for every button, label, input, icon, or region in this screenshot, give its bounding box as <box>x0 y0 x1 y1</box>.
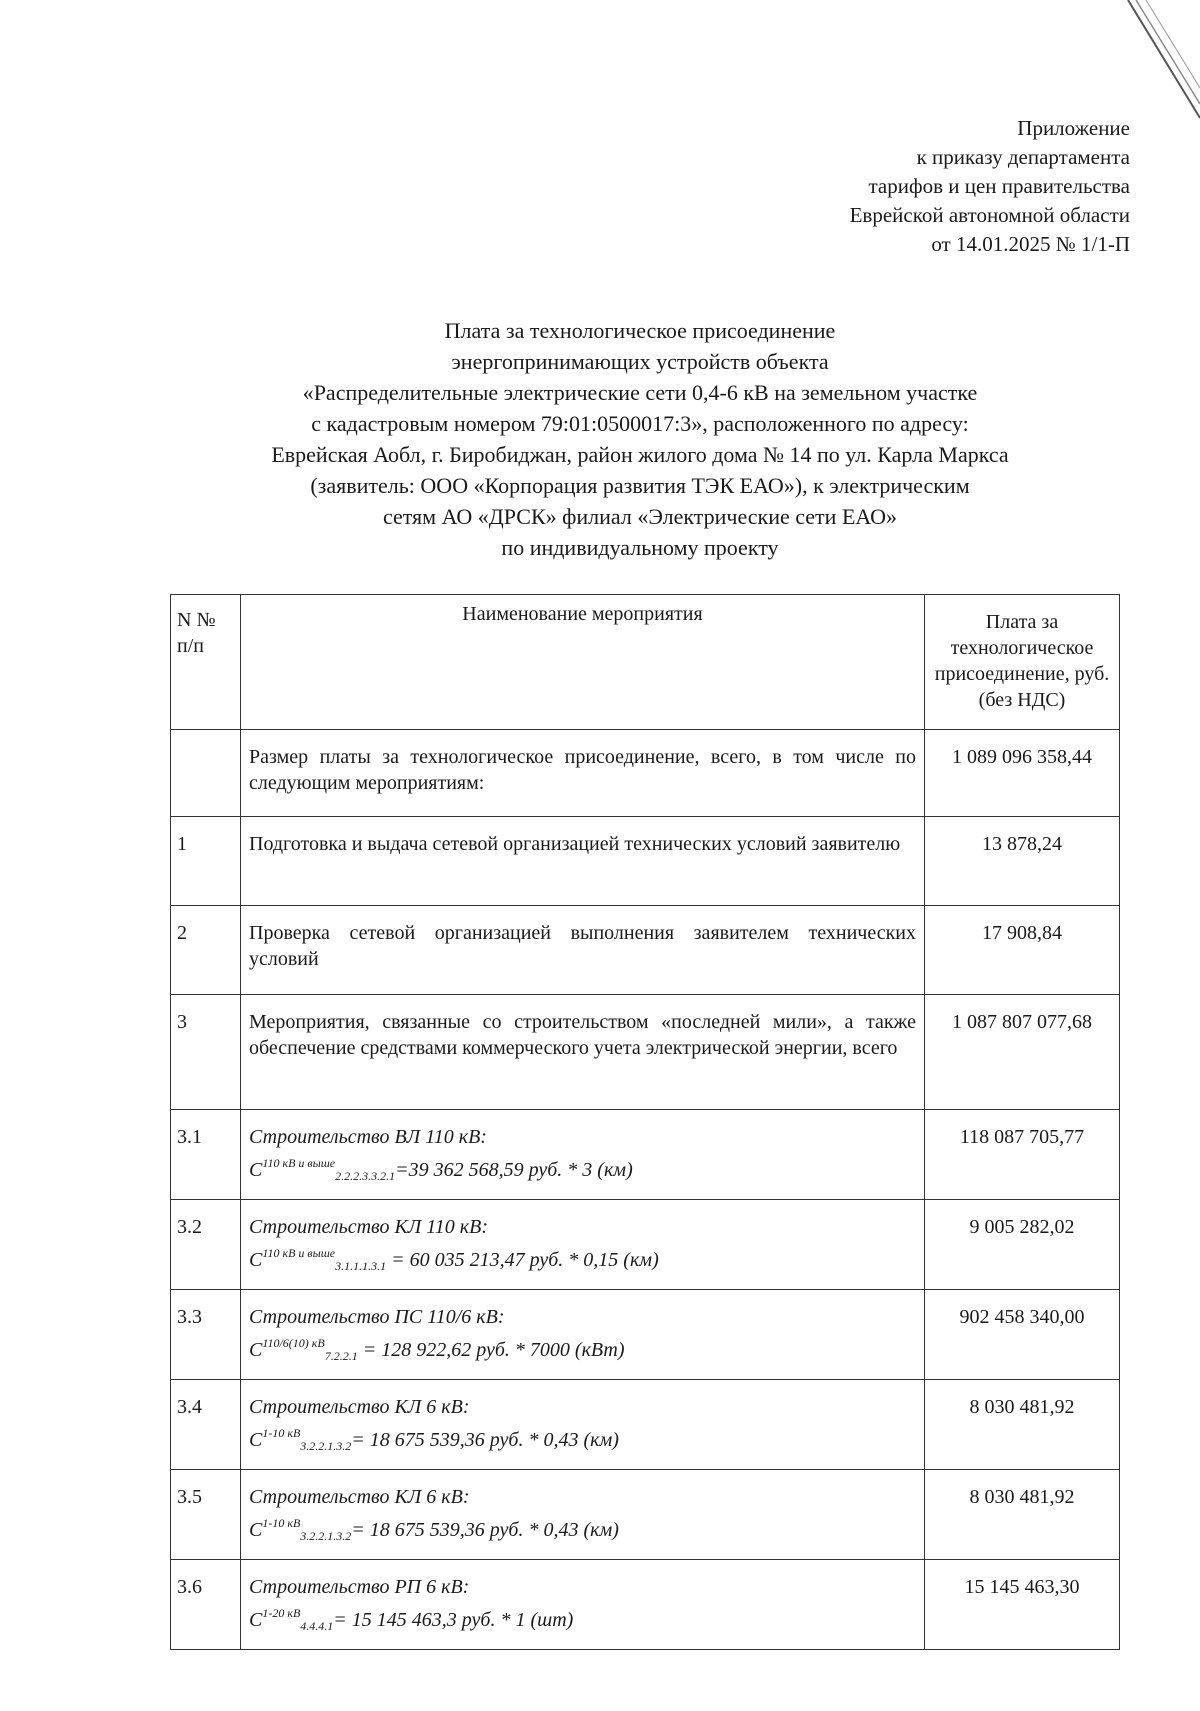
formula-tail: =39 362 568,59 руб. * 3 (км) <box>395 1159 633 1181</box>
activity-title: Строительство КЛ 6 кВ: <box>249 1396 470 1418</box>
table-row <box>171 1560 1120 1650</box>
table-row <box>171 1110 1120 1200</box>
rate-formula <box>249 1516 619 1543</box>
formula-superscript: 110/6(10) кВ <box>262 1336 325 1350</box>
formula-subscript: 4.4.4.1 <box>300 1619 334 1633</box>
cell-num <box>171 730 241 817</box>
activity-title: Строительство КЛ 6 кВ: <box>249 1486 470 1508</box>
title-line: энергопринимающих устройств объекта <box>451 349 829 374</box>
table-header-row <box>171 595 1120 730</box>
activity-title: Строительство ПС 110/6 кВ: <box>249 1306 505 1328</box>
formula-symbol: С <box>249 1159 263 1181</box>
rate-formula <box>249 1336 625 1363</box>
activity-title: Строительство ВЛ 110 кВ: <box>249 1126 487 1148</box>
cell-name <box>241 1110 925 1200</box>
header-name: Наименование мероприятия <box>241 595 925 730</box>
cell-name: Подготовка и выдача сетевой организацией технических условий заявителю <box>241 817 925 906</box>
header-line: Еврейской автономной области <box>849 203 1130 227</box>
cell-name: Проверка сетевой организацией выполнения заявителем технических условий <box>241 906 925 995</box>
cell-name <box>241 1560 925 1650</box>
cell-num: 3.2 <box>171 1200 241 1290</box>
scan-edge-mark <box>1090 0 1200 130</box>
cell-fee: 8 030 481,92 <box>925 1380 1120 1470</box>
cell-name: Мероприятия, связанные со строительством «последней мили», а также обеспечение средствами коммерческого учета электрической энергии, всего <box>241 995 925 1110</box>
table-row <box>171 1380 1120 1470</box>
title-line: по индивидуальному проекту <box>501 535 779 560</box>
formula-tail: = 18 675 539,36 руб. * 0,43 (км) <box>351 1519 619 1541</box>
formula-subscript: 7.2.2.1 <box>324 1349 358 1363</box>
cell-fee: 15 145 463,30 <box>925 1560 1120 1650</box>
approval-header <box>850 114 1130 259</box>
header-line: к приказу департамента <box>916 145 1130 169</box>
title-line: сетям АО «ДРСК» филиал «Электрические сети ЕАО» <box>382 504 898 529</box>
formula-subscript: 3.1.1.1.3.1 <box>335 1259 387 1273</box>
header-fee: Плата за технологическое присоединение, руб. (без НДС) <box>925 595 1120 730</box>
formula-subscript: 2.2.2.3.3.2.1 <box>335 1169 396 1183</box>
title-line: Еврейская Аобл, г. Биробиджан, район жилого дома № 14 по ул. Карла Маркса <box>271 442 1009 467</box>
cell-name <box>241 1200 925 1290</box>
header-line: тарифов и цен правительства <box>868 174 1130 198</box>
formula-tail: = 128 922,62 руб. * 7000 (кВт) <box>357 1339 625 1361</box>
title-line: с кадастровым номером 79:01:0500017:3», расположенного по адресу: <box>311 411 969 436</box>
formula-symbol: С <box>249 1249 263 1271</box>
rate-formula <box>249 1606 574 1633</box>
cell-fee: 8 030 481,92 <box>925 1470 1120 1560</box>
table-row <box>171 1290 1120 1380</box>
formula-superscript: 1-20 кВ <box>262 1606 301 1620</box>
formula-tail: = 18 675 539,36 руб. * 0,43 (км) <box>351 1429 619 1451</box>
cell-fee: 118 087 705,77 <box>925 1110 1120 1200</box>
table-row <box>171 995 1120 1110</box>
cell-name <box>241 1470 925 1560</box>
table-row <box>171 1470 1120 1560</box>
cell-fee: 9 005 282,02 <box>925 1200 1120 1290</box>
formula-symbol: С <box>249 1429 263 1451</box>
cell-name: Размер платы за технологическое присоединение, всего, в том числе по следующим мероприятиям: <box>241 730 925 817</box>
formula-tail: = 15 145 463,3 руб. * 1 (шт) <box>333 1609 574 1631</box>
cell-num: 3 <box>171 995 241 1110</box>
table-row <box>171 906 1120 995</box>
formula-subscript: 3.2.2.1.3.2 <box>300 1529 352 1543</box>
header-line: Приложение <box>1017 116 1130 140</box>
fee-table <box>170 594 1120 1650</box>
rate-formula <box>249 1156 633 1183</box>
cell-fee: 17 908,84 <box>925 906 1120 995</box>
formula-symbol: С <box>249 1609 263 1631</box>
formula-superscript: 110 кВ и выше <box>262 1156 336 1170</box>
cell-num: 3.6 <box>171 1560 241 1650</box>
cell-num: 3.5 <box>171 1470 241 1560</box>
activity-title: Строительство КЛ 110 кВ: <box>249 1216 489 1238</box>
table-row <box>171 1200 1120 1290</box>
header-num: N № п/п <box>171 595 241 730</box>
formula-superscript: 1-10 кВ <box>262 1516 301 1530</box>
cell-name <box>241 1290 925 1380</box>
formula-superscript: 1-10 кВ <box>262 1426 301 1440</box>
header-line: от 14.01.2025 № 1/1-П <box>931 232 1130 256</box>
cell-num: 2 <box>171 906 241 995</box>
title-line: (заявитель: ООО «Корпорация развития ТЭК ЕАО»), к электрическим <box>310 473 970 498</box>
cell-fee: 13 878,24 <box>925 817 1120 906</box>
cell-fee: 1 087 807 077,68 <box>925 995 1120 1110</box>
cell-fee: 1 089 096 358,44 <box>925 730 1120 817</box>
title-line: Плата за технологическое присоединение <box>444 318 836 343</box>
title-line: «Распределительные электрические сети 0,4-6 кВ на земельном участке <box>302 380 978 405</box>
formula-subscript: 3.2.2.1.3.2 <box>300 1439 352 1453</box>
document-title <box>160 315 1120 563</box>
formula-symbol: С <box>249 1519 263 1541</box>
table-row-total <box>171 730 1120 817</box>
formula-symbol: С <box>249 1339 263 1361</box>
cell-num: 3.4 <box>171 1380 241 1470</box>
rate-formula <box>249 1246 659 1273</box>
rate-formula <box>249 1426 619 1453</box>
cell-num: 3.1 <box>171 1110 241 1200</box>
table-row <box>171 817 1120 906</box>
cell-num: 1 <box>171 817 241 906</box>
cell-fee: 902 458 340,00 <box>925 1290 1120 1380</box>
formula-superscript: 110 кВ и выше <box>262 1246 336 1260</box>
cell-name <box>241 1380 925 1470</box>
activity-title: Строительство РП 6 кВ: <box>249 1576 470 1598</box>
formula-tail: = 60 035 213,47 руб. * 0,15 (км) <box>386 1249 659 1271</box>
cell-num: 3.3 <box>171 1290 241 1380</box>
